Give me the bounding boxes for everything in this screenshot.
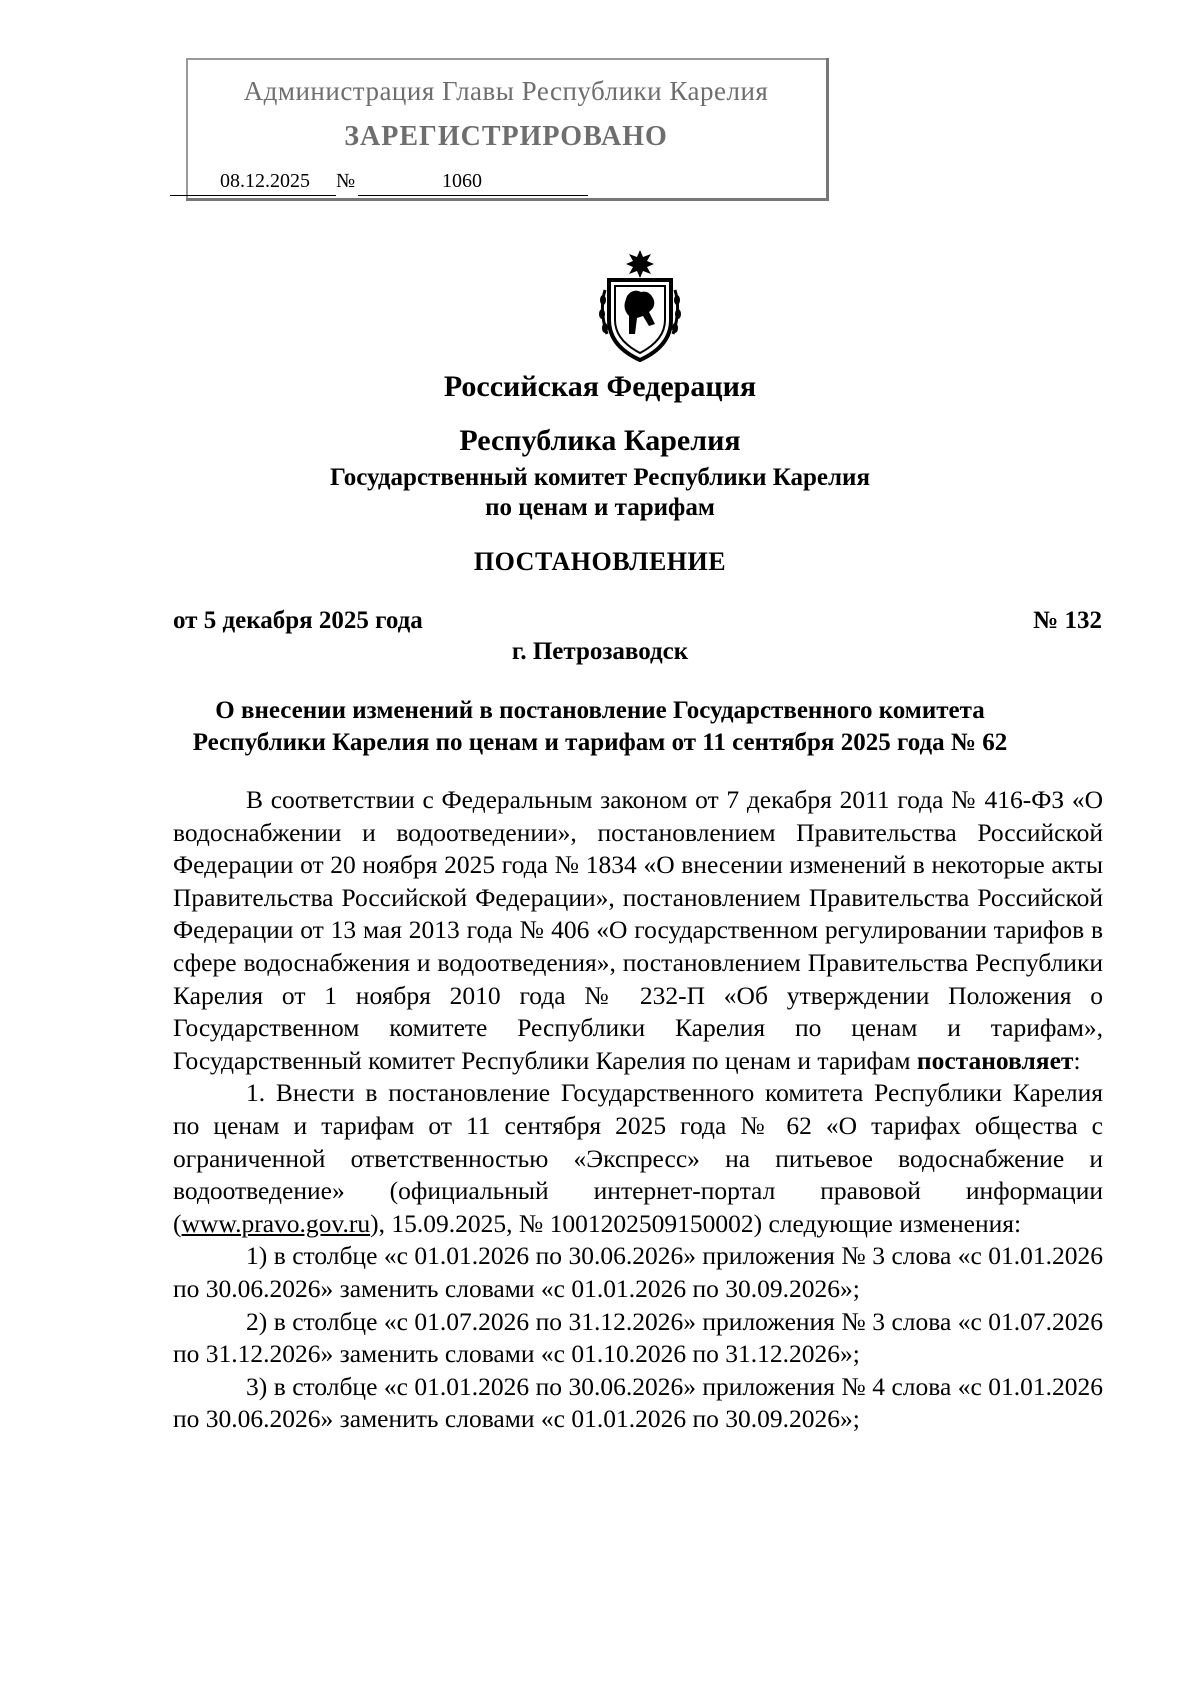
document-title-line2: Республики Карелия по ценам и тарифам от 11 сентября 2025 года № 62 [192, 729, 1008, 756]
pravo-gov-link[interactable]: www.pravo.gov.ru [181, 1208, 371, 1238]
committee-name-line2: по ценам и тарифам [485, 494, 715, 521]
committee-name-line1: Государственный комитет Республики Карелия [330, 464, 870, 491]
document-body [173, 784, 1103, 1436]
registration-date: 08.12.2025 [220, 170, 310, 192]
registration-number: 1060 [442, 170, 482, 192]
republic-name: Республика Карелия [459, 424, 741, 457]
subitem-1: 1) в столбце «с 01.01.2026 по 30.06.2026» приложения № 3 слова «с 01.01.2026 по 30.06.2026» заменить словами «с 01.01.2026 по 30.09.2026»; [173, 1241, 1103, 1303]
document-number: № 132 [1033, 607, 1102, 634]
country-name: Российская Федерация [443, 370, 757, 403]
stamp-organization: Администрация Главы Республики Карелия [243, 76, 769, 106]
karelia-coat-of-arms-icon [599, 250, 681, 362]
document-type: ПОСТАНОВЛЕНИЕ [473, 547, 727, 576]
subitem-3: 3) в столбце «с 01.01.2026 по 30.06.2026» приложения № 4 слова «с 01.01.2026 по 30.06.2026» заменить словами «с 01.01.2026 по 30.09.2026»; [173, 1371, 1103, 1434]
item-1-text-start: 1. Внести в постановление Государственного комитета Республики Карелия по ценам и тарифам от 11 сентября 2025 года № 62 «О тарифах общества с ограниченной ответственностью «Экспресс» на питьевое водоснабжение и водоотведение» (официальный интернет-портал правовой информации ( [173, 1078, 1103, 1238]
preamble-paragraph [173, 784, 1103, 1077]
document-date: от 5 декабря 2025 года [173, 607, 423, 634]
registration-number-sign: № [336, 170, 356, 192]
decides-colon: : [1073, 1045, 1081, 1075]
document-title-line1: О внесении изменений в постановление Государственного комитета [215, 697, 985, 724]
preamble-text: В соответствии с Федеральным законом от 7 декабря 2011 года № 416-ФЗ «О водоснабжении и водоотведении», постановлением Правительства Российской Федерации от 20 ноября 2025 года № 1834 «О внесении изменений в некоторые акты Правительства Российской Федерации», постановлением Правительства Российской Федерации от 13 мая 2013 года № 406 «О государственном регулировании тарифов в сфере водоснабжения и водоотведения», постановлением Правительства Республики Карелия от 1 ноября 2010 года № 232-П «Об утверждении Положения о Государственном комитете Республики Карелия по ценам и тарифам», Государственный комитет Республики Карелия по ценам и тарифам [173, 785, 1103, 1075]
subitem-2: 2) в столбце «с 01.07.2026 по 31.12.2026» приложения № 3 слова «с 01.07.2026 по 31.12.2026» заменить словами «с 01.10.2026 по 31.12.2026»; [173, 1306, 1103, 1369]
item-1-paragraph [173, 1077, 1103, 1240]
decides-word: постановляет [916, 1045, 1074, 1075]
document-city: г. Петрозаводск [511, 638, 689, 665]
stamp-status: ЗАРЕГИСТРИРОВАНО [344, 121, 668, 152]
registration-line [186, 170, 606, 196]
item-1-text-end: ), 15.09.2025, № 1001202509150002) следующие изменения: [370, 1208, 1022, 1238]
